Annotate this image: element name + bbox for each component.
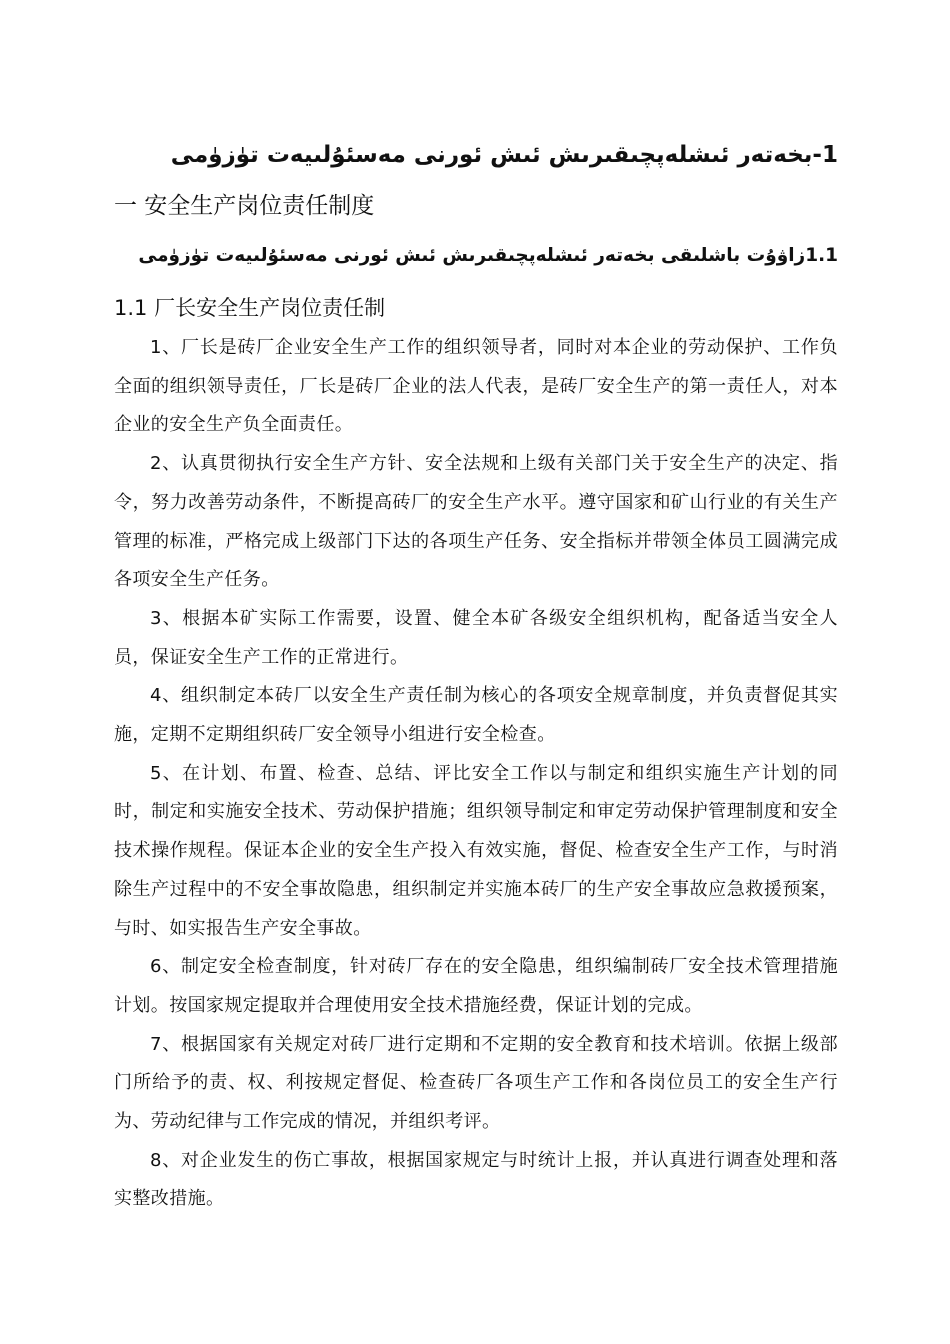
document-body	[114, 329, 838, 1219]
paragraph-item-6: 6、制定安全检查制度，针对砖厂存在的安全隐患，组织编制砖厂安全技术管理措施计划。按国家规定提取并合理使用安全技术措施经费，保证计划的完成。	[114, 956, 838, 1016]
uyghur-title: 1-بخەتەر ئىشلەپچىقىرىش ئىش ئورنى مەسئۇلىيەت تۈزۈمى	[170, 142, 838, 168]
section-title: 一 安全生产岗位责任制度	[114, 193, 375, 219]
uyghur-subtitle: 1.1زاۋۇت باشلىقى بخەتەر ئىشلەپچىقىرىش ئىش ئورنى مەسئۇلىيەت تۈزۈمى	[138, 245, 838, 266]
paragraph-item-7: 7、根据国家有关规定对砖厂进行定期和不定期的安全教育和技术培训。依据上级部门所给予的责、权、利按规定督促、检查砖厂各项生产工作和各岗位员工的安全生产行为、劳动纪律与工作完成的情况，并组织考评。	[114, 1033, 838, 1133]
paragraph-item-1: 1、厂长是砖厂企业安全生产工作的组织领导者，同时对本企业的劳动保护、工作负全面的组织领导责任，厂长是砖厂企业的法人代表，是砖厂安全生产的第一责任人，对本企业的安全生产负全面责任。	[114, 337, 838, 436]
paragraph-item-8: 8、对企业发生的伤亡事故，根据国家规定与时统计上报，并认真进行调查处理和落实整改措施。	[114, 1149, 838, 1210]
subsection-title: 1.1 厂长安全生产岗位责任制	[114, 296, 386, 320]
paragraph-item-3: 3、根据本矿实际工作需要，设置、健全本矿各级安全组织机构，配备适当安全人员，保证安全生产工作的正常进行。	[114, 607, 838, 668]
paragraph-item-2: 2、认真贯彻执行安全生产方针、安全法规和上级有关部门关于安全生产的决定、指令，努力改善劳动条件，不断提高砖厂的安全生产水平。遵守国家和矿山行业的有关生产管理的标准，严格完成上级部门下达的各项生产任务、安全指标并带领全体员工圆满完成各项安全生产任务。	[114, 453, 838, 591]
paragraph-item-4: 4、组织制定本砖厂以安全生产责任制为核心的各项安全规章制度，并负责督促其实施，定期不定期组织砖厂安全领导小组进行安全检查。	[114, 685, 838, 746]
paragraph-item-5: 5、在计划、布置、检查、总结、评比安全工作以与制定和组织实施生产计划的同时，制定和实施安全技术、劳动保护措施；组织领导制定和审定劳动保护管理制度和安全技术操作规程。保证本企业的安全生产投入有效实施，督促、检查安全生产工作，与时消除生产过程中的不安全事故隐患，组织制定并实施本砖厂的生产安全事故应急救援预案，与时、如实报告生产安全事故。	[114, 762, 838, 939]
